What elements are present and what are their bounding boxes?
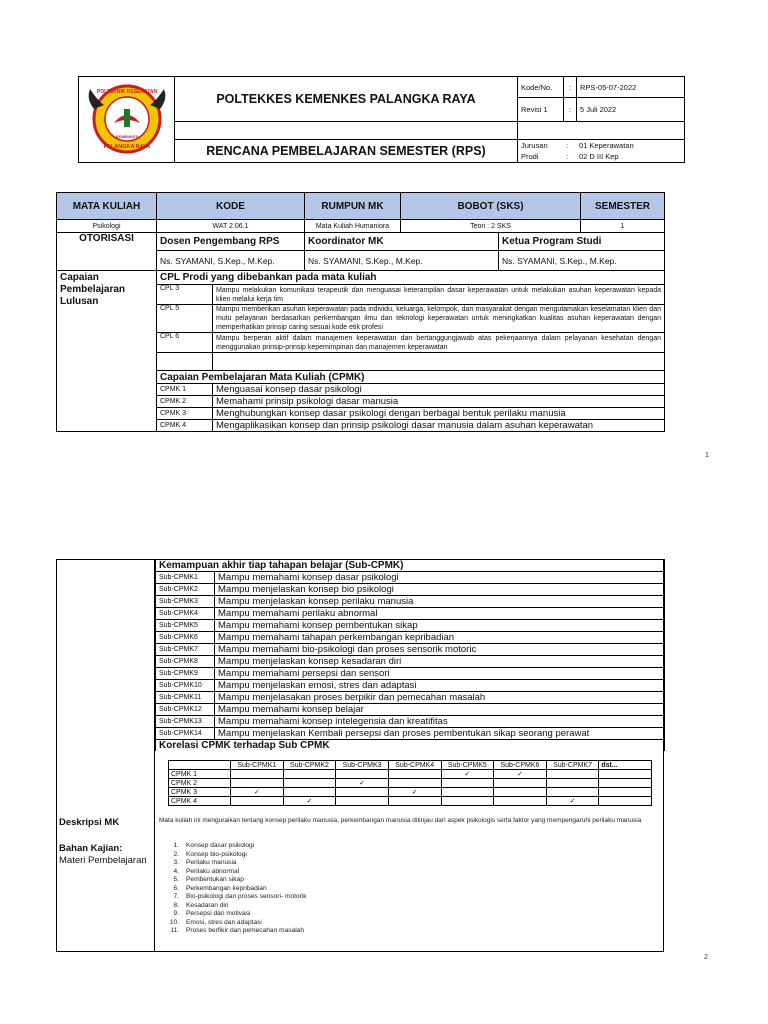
- korelasi-col-header: Sub-CPMK4: [388, 761, 441, 770]
- sub-cpmk-row: [156, 716, 665, 728]
- materi-item-text: Konsep dasar psikologi: [186, 842, 255, 849]
- materi-item-text: Persepsi dan motivasi: [186, 910, 251, 917]
- materi-item-text: Perilaku manusia: [186, 859, 237, 866]
- col-header: MATA KULIAH: [57, 193, 157, 220]
- sub-cpmk-rows: [156, 572, 665, 740]
- korelasi-title: Korelasi CPMK terhadap Sub CPMK: [156, 740, 665, 752]
- deskripsi-label: Deskripsi MK: [59, 817, 120, 828]
- sub-cpmk-code: Sub-CPMK7: [156, 644, 215, 656]
- korelasi-col-header: Sub-CPMK2: [283, 761, 336, 770]
- materi-item-text: Kesadaran diri: [186, 901, 229, 909]
- materi-item-number: 7.: [173, 893, 179, 900]
- meta-key: Prodi: [521, 152, 539, 161]
- sub-cpmk-description: Mampu menjelaskan Kembali persepsi dan proses pembentukan sikap seorang perawat: [215, 728, 665, 740]
- materi-item-number: 9.: [173, 910, 179, 917]
- meta-value: 01 Keperawatan: [579, 141, 634, 150]
- empty-cell: [599, 797, 652, 806]
- page-number: 1: [705, 452, 709, 459]
- materi-item-text: Perkembangan kepribadian: [186, 884, 267, 892]
- cpmk-description: Memahami prinsip psikologi dasar manusia: [213, 396, 665, 408]
- meta-value: RPS-05-07-2022: [577, 77, 685, 98]
- meta-value: 02 D III Kep: [579, 152, 619, 161]
- materi-item: [159, 919, 307, 928]
- cpmk-code: CPMK 2: [157, 396, 213, 408]
- otorisasi-name: Ns. SYAMANI, S.Kep., M.Kep.: [157, 251, 305, 271]
- empty-cell: [599, 788, 652, 797]
- sub-cpmk-table: [155, 559, 665, 751]
- cpl-code: CPL 5: [157, 305, 213, 333]
- check-icon: ✓: [494, 770, 547, 779]
- check-icon: ✓: [388, 788, 441, 797]
- materi-item-number: 5.: [173, 876, 179, 883]
- empty-cell: [388, 779, 441, 788]
- sub-cpmk-description: Mampu memahami konsep pembentukan sikap: [215, 620, 665, 632]
- empty-cell: [336, 788, 389, 797]
- cpl-description: Mampu memberikan asuhan keperawatan pada individu, keluarga, kelompok, dan masyarakat dengan mengutamakan keselamatan klien dan mutu pelayanan berdasarkan perkembangan ilmu dan teknologi keperawatan untuk meningkatkan kualitas asuhan keperawatan dengan memperhatikan prinsip caring sesuai kode etik profesi: [213, 305, 665, 333]
- capaian-label: Capaian Pembelajaran Lulusan: [57, 271, 157, 432]
- sub-cpmk-row: [156, 620, 665, 632]
- empty-cell: [546, 788, 599, 797]
- materi-item: [159, 893, 307, 902]
- empty-cell: [231, 770, 284, 779]
- sub-cpmk-description: Mampu memahami konsep belajar: [215, 704, 665, 716]
- sub-cpmk-code: Sub-CPMK14: [156, 728, 215, 740]
- empty-cell: [283, 779, 336, 788]
- empty-cell: [494, 797, 547, 806]
- empty-cell: [283, 788, 336, 797]
- sub-cpmk-code: Sub-CPMK4: [156, 608, 215, 620]
- sub-cpmk-code: Sub-CPMK11: [156, 692, 215, 704]
- sub-cpmk-row: [156, 704, 665, 716]
- materi-item: [159, 910, 307, 919]
- materi-item-text: Proses berfikir dan pemecahan masalah: [186, 927, 305, 934]
- cpl-code: CPL 6: [157, 333, 213, 353]
- materi-item-number: 10.: [169, 918, 179, 926]
- check-icon: ✓: [231, 788, 284, 797]
- empty-cell: [599, 779, 652, 788]
- korelasi-col-header: Sub-CPMK7: [546, 761, 599, 770]
- deskripsi-text: Mata kuliah ini menguraikan tentang konsep perilaku manusia, perkembangan manusia ditinjau dari aspek psikologis serta faktor yang mempengaruhi perilaku manusia: [159, 817, 642, 824]
- sub-cpmk-code: Sub-CPMK13: [156, 716, 215, 728]
- materi-item-number: 1.: [173, 842, 179, 849]
- svg-text:KEMENKES: KEMENKES: [115, 133, 138, 139]
- otorisasi-name: Ns. SYAMANI, S.Kep., M.Kep.: [499, 251, 665, 271]
- empty-cell: [441, 779, 494, 788]
- sub-cpmk-description: Mampu memahami persepsi dan sensori: [215, 668, 665, 680]
- sub-cpmk-row: [156, 728, 665, 740]
- sub-cpmk-row: [156, 644, 665, 656]
- empty-cell: [494, 788, 547, 797]
- sub-cpmk-code: Sub-CPMK10: [156, 680, 215, 692]
- materi-item-text: Konsep bio-psikologi: [186, 850, 247, 858]
- sub-cpmk-row: [156, 656, 665, 668]
- sub-cpmk-code: Sub-CPMK8: [156, 656, 215, 668]
- sub-cpmk-description: Mampu menjelaskan konsep kesadaran diri: [215, 656, 665, 668]
- course-value: Psikologi: [57, 220, 157, 233]
- cpmk-title: Capaian Pembelajaran Mata Kuliah (CPMK): [157, 371, 665, 384]
- korelasi-table: [168, 760, 652, 806]
- sub-cpmk-row: [156, 608, 665, 620]
- materi-item-number: 4.: [173, 867, 179, 875]
- poltekkes-seal-icon: [84, 79, 170, 159]
- course-table: [56, 192, 665, 432]
- bahan-label: Bahan Kajian:: [59, 843, 123, 854]
- course-value: WAT 2.06.1: [157, 220, 305, 233]
- sub-cpmk-description: Mampu memahami konsep dasar psikologi: [215, 572, 665, 584]
- sub-cpmk-row: [156, 596, 665, 608]
- sub-cpmk-description: Mampu memahami perilaku abnormal: [215, 608, 665, 620]
- materi-item-number: 6.: [173, 884, 179, 892]
- materi-item-number: 8.: [173, 901, 179, 909]
- empty-cell: [231, 779, 284, 788]
- korelasi-row-label: CPMK 4: [169, 797, 231, 806]
- materi-item: [159, 859, 307, 868]
- korelasi-row: [169, 770, 652, 779]
- sub-cpmk-code: Sub-CPMK3: [156, 596, 215, 608]
- empty-cell: [157, 353, 213, 371]
- sub-cpmk-row: [156, 632, 665, 644]
- cpl-code: CPL 3: [157, 285, 213, 305]
- sub-cpmk-code: Sub-CPMK6: [156, 632, 215, 644]
- sub-cpmk-code: Sub-CPMK1: [156, 572, 215, 584]
- korelasi-row: [169, 788, 652, 797]
- empty-cell: [336, 797, 389, 806]
- empty-cell: [336, 770, 389, 779]
- col-header: KODE: [157, 193, 305, 220]
- materi-item: [159, 927, 307, 936]
- materi-item-text: Perilaku abnormal: [186, 867, 240, 875]
- otorisasi-name: Ns. SYAMANI, S.Kep., M.Kep.: [305, 251, 499, 271]
- materi-item-number: 3.: [173, 859, 179, 866]
- sub-cpmk-description: Mampu menjelaskan konsep perilaku manusia: [215, 596, 665, 608]
- cpmk-description: Menguasai konsep dasar psikologi: [213, 384, 665, 396]
- sub-cpmk-row: [156, 680, 665, 692]
- empty-cell: [494, 779, 547, 788]
- meta-value: 5 Juli 2022: [577, 98, 685, 122]
- page2-label-column: [57, 560, 155, 951]
- materi-list: [159, 842, 307, 936]
- svg-text:POLTEKNIK KESEHATAN: POLTEKNIK KESEHATAN: [96, 88, 157, 95]
- sub-cpmk-row: [156, 668, 665, 680]
- course-value: Teori : 2 SKS: [401, 220, 581, 233]
- empty-cell: [388, 797, 441, 806]
- empty-cell: [546, 779, 599, 788]
- materi-item-text: Bio-psikologi dan proses sensori- motorik: [186, 893, 307, 900]
- check-icon: ✓: [441, 770, 494, 779]
- course-value: 1: [581, 220, 665, 233]
- cpmk-code: CPMK 1: [157, 384, 213, 396]
- sub-cpmk-title: Kemampuan akhir tiap tahapan belajar (Sub-CPMK): [156, 560, 665, 572]
- materi-item-text: Emosi, stres dan adaptasi: [186, 918, 262, 926]
- cpl-title: CPL Prodi yang dibebankan pada mata kuliah: [157, 271, 665, 285]
- page-number: 2: [704, 954, 708, 961]
- sub-cpmk-code: Sub-CPMK12: [156, 704, 215, 716]
- sub-cpmk-description: Mampu memahami konsep intelegensia dan kreatifitas: [215, 716, 665, 728]
- sub-cpmk-description: Mampu menjelaskan konsep bio psikologi: [215, 584, 665, 596]
- cpmk-description: Menghubungkan konsep dasar psikologi dengan berbagai bentuk perilaku manusia: [213, 408, 665, 420]
- document-header: [78, 76, 685, 163]
- korelasi-row-label: CPMK 3: [169, 788, 231, 797]
- check-icon: ✓: [546, 797, 599, 806]
- korelasi-col-header: Sub-CPMK3: [336, 761, 389, 770]
- sub-cpmk-code: Sub-CPMK2: [156, 584, 215, 596]
- otorisasi-role: Ketua Program Studi: [499, 233, 665, 251]
- sub-cpmk-description: Mampu memahami bio-psikologi dan proses sensorik motoric: [215, 644, 665, 656]
- korelasi-col-header: Sub-CPMK1: [231, 761, 284, 770]
- korelasi-col-header: Sub-CPMK6: [494, 761, 547, 770]
- meta-key: Kode/No.: [518, 77, 564, 98]
- empty-cell: [388, 770, 441, 779]
- meta-sep: :: [564, 98, 577, 122]
- cpl-description: Mampu melakukan komunikasi terapeutik dan menguasai keterampilan dasar keperawatan untuk melakukan asuhan keperawatan kepada klien melalui kerja tim: [213, 285, 665, 305]
- materi-item: [159, 842, 307, 851]
- korelasi-row: [169, 797, 652, 806]
- empty-cell: [169, 761, 231, 770]
- materi-item: [159, 885, 307, 894]
- materi-item: [159, 902, 307, 911]
- empty-cell: [518, 122, 685, 140]
- sub-cpmk-description: Mampu memahami tahapan perkembangan kepribadian: [215, 632, 665, 644]
- meta-key: Revisi 1: [518, 98, 564, 122]
- sub-cpmk-row: [156, 692, 665, 704]
- col-header: SEMESTER: [581, 193, 665, 220]
- sub-cpmk-code: Sub-CPMK5: [156, 620, 215, 632]
- cpmk-code: CPMK 3: [157, 408, 213, 420]
- meta-sep: :: [566, 141, 569, 150]
- empty-cell: [441, 788, 494, 797]
- meta-key: Jurusan: [521, 141, 548, 150]
- course-value: Mata Kuliah Humaniora: [305, 220, 401, 233]
- materi-label: Materi Pembelajaran: [59, 855, 147, 866]
- institution-name: POLTEKKES KEMENKES PALANGKA RAYA: [175, 77, 518, 122]
- col-header: RUMPUN MK: [305, 193, 401, 220]
- sub-cpmk-description: Mampu menjelaskan emosi, stres dan adaptasi: [215, 680, 665, 692]
- materi-item: [159, 851, 307, 860]
- document-title: RENCANA PEMBELAJARAN SEMESTER (RPS): [175, 140, 518, 163]
- sub-cpmk-row: [156, 572, 665, 584]
- cpmk-code: CPMK 4: [157, 420, 213, 432]
- korelasi-row-label: CPMK 1: [169, 770, 231, 779]
- meta-program-cell: [518, 140, 685, 163]
- cpl-description: Mampu berperan aktif dalam manajemen keperawatan dan bertanggungjawab atas pekerjaannya dalam pelayanan kesehatan dengan menggunakan prinsip-prinsip kepemimpinan dan manajemen keperawatan: [213, 333, 665, 353]
- otorisasi-role: Koordinator MK: [305, 233, 499, 251]
- empty-cell: [213, 353, 665, 371]
- materi-item-number: 2.: [173, 850, 179, 858]
- check-icon: ✓: [283, 797, 336, 806]
- sub-cpmk-code: Sub-CPMK9: [156, 668, 215, 680]
- materi-item-text: Pembentukan sikap: [186, 876, 244, 883]
- korelasi-col-header: dst...: [599, 761, 652, 770]
- sub-cpmk-row: [156, 584, 665, 596]
- empty-cell: [599, 770, 652, 779]
- korelasi-col-header: Sub-CPMK5: [441, 761, 494, 770]
- korelasi-row: [169, 779, 652, 788]
- sub-cpmk-description: Mampu menjelasakan proses berpikir dan pemecahan masalah: [215, 692, 665, 704]
- otorisasi-role: Dosen Pengembang RPS: [157, 233, 305, 251]
- meta-sep: :: [566, 152, 569, 161]
- korelasi-row-label: CPMK 2: [169, 779, 231, 788]
- empty-cell: [441, 797, 494, 806]
- meta-sep: :: [564, 77, 577, 98]
- cpmk-description: Mengaplikasikan konsep dan prinsip psikologi dasar manusia dalam asuhan keperawatan: [213, 420, 665, 432]
- otorisasi-label: OTORISASI: [57, 233, 157, 271]
- empty-cell: [231, 797, 284, 806]
- svg-text:PALANGKA RAYA: PALANGKA RAYA: [103, 143, 150, 150]
- empty-cell: [546, 770, 599, 779]
- empty-cell: [175, 122, 518, 140]
- logo-cell: [79, 77, 175, 163]
- materi-item: [159, 868, 307, 877]
- col-header: BOBOT (SKS): [401, 193, 581, 220]
- materi-item: [159, 876, 307, 885]
- empty-cell: [283, 770, 336, 779]
- check-icon: ✓: [336, 779, 389, 788]
- materi-item-number: 11.: [170, 927, 179, 934]
